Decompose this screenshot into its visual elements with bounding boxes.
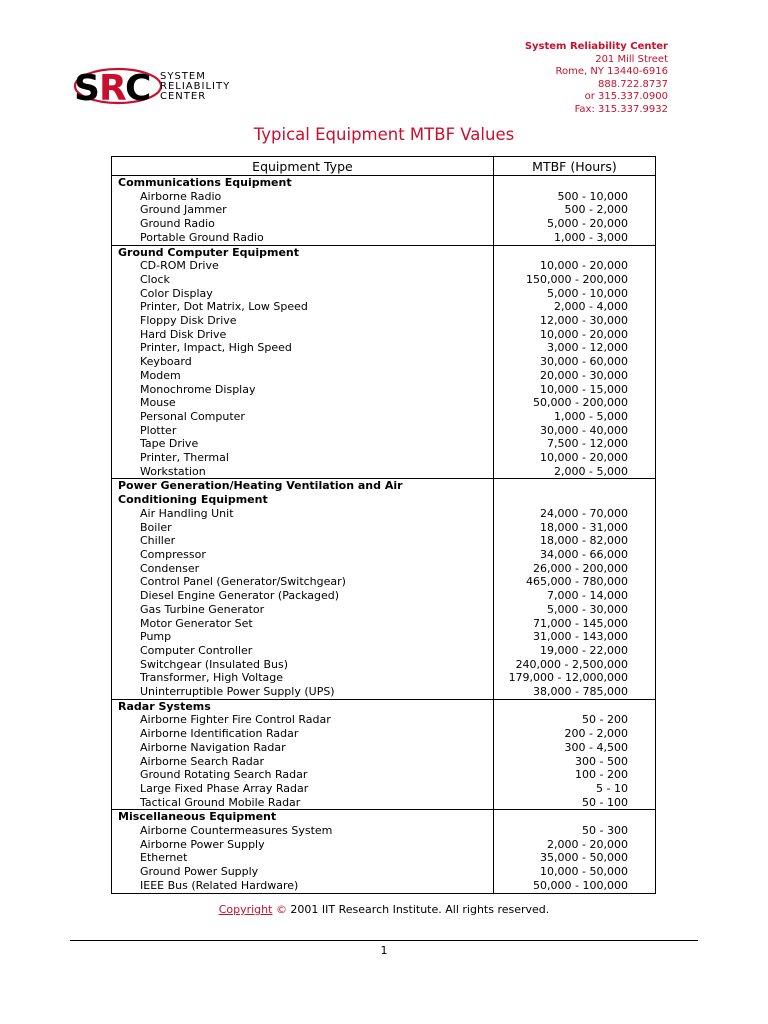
table-row <box>112 451 656 465</box>
table-row <box>112 630 656 644</box>
mtbf-value-cell: 300 - 4,500 <box>493 741 655 755</box>
src-logo-mark <box>72 62 162 112</box>
src-logo <box>72 62 232 112</box>
mtbf-value-cell: 50 - 300 <box>493 824 655 838</box>
equipment-type-cell: Airborne Identification Radar <box>112 727 494 741</box>
mtbf-value-cell: 2,000 - 20,000 <box>493 838 655 852</box>
mtbf-value-cell: 3,000 - 12,000 <box>493 341 655 355</box>
mtbf-value-cell: 18,000 - 82,000 <box>493 534 655 548</box>
table-row <box>112 755 656 769</box>
contact-city: Rome, NY 13440-6916 <box>555 66 668 78</box>
mtbf-value-cell: 1,000 - 5,000 <box>493 410 655 424</box>
equipment-type-cell: Ethernet <box>112 851 494 865</box>
equipment-type-cell: Computer Controller <box>112 644 494 658</box>
mtbf-value-cell: 50,000 - 100,000 <box>493 879 655 893</box>
equipment-type-cell: Airborne Power Supply <box>112 838 494 852</box>
mtbf-value-cell: 10,000 - 20,000 <box>493 451 655 465</box>
mtbf-value-cell: 179,000 - 12,000,000 <box>493 671 655 685</box>
copyright-line <box>0 903 768 916</box>
mtbf-table <box>111 156 656 894</box>
contact-fax: Fax: 315.337.9932 <box>574 103 668 115</box>
mtbf-value-cell: 100 - 200 <box>493 768 655 782</box>
mtbf-value-cell: 7,000 - 14,000 <box>493 589 655 603</box>
equipment-type-cell: Diesel Engine Generator (Packaged) <box>112 589 494 603</box>
table-row <box>112 603 656 617</box>
equipment-type-cell: Ground Rotating Search Radar <box>112 768 494 782</box>
category-value-empty <box>493 810 655 824</box>
equipment-type-cell: Transformer, High Voltage <box>112 671 494 685</box>
equipment-type-cell: Mouse <box>112 396 494 410</box>
category-row <box>112 176 656 190</box>
equipment-type-cell: IEEE Bus (Related Hardware) <box>112 879 494 893</box>
table-row <box>112 410 656 424</box>
mtbf-value-cell: 5,000 - 20,000 <box>493 217 655 231</box>
category-value-empty <box>493 245 655 259</box>
contact-org: System Reliability Center <box>524 41 668 52</box>
copyright-symbol: © <box>275 903 287 916</box>
table-row <box>112 644 656 658</box>
category-row <box>112 245 656 259</box>
table-row <box>112 217 656 231</box>
copyright-text: 2001 IIT Research Institute. All rights reserved. <box>286 903 550 916</box>
mtbf-value-cell: 35,000 - 50,000 <box>493 851 655 865</box>
equipment-type-cell: Compressor <box>112 548 494 562</box>
mtbf-value-cell: 50 - 200 <box>493 713 655 727</box>
table-row <box>112 879 656 893</box>
table-row <box>112 328 656 342</box>
category-value-empty <box>493 699 655 713</box>
category-value-empty <box>493 176 655 190</box>
mtbf-value-cell: 20,000 - 30,000 <box>493 369 655 383</box>
mtbf-value-cell: 71,000 - 145,000 <box>493 617 655 631</box>
header-equipment-type: Equipment Type <box>112 157 494 176</box>
equipment-type-cell: Printer, Thermal <box>112 451 494 465</box>
equipment-type-cell: Keyboard <box>112 355 494 369</box>
equipment-type-cell: Tape Drive <box>112 437 494 451</box>
mtbf-value-cell: 26,000 - 200,000 <box>493 562 655 576</box>
table-body <box>112 176 656 894</box>
mtbf-value-cell: 50 - 100 <box>493 796 655 810</box>
table-row <box>112 369 656 383</box>
category-label: Ground Computer Equipment <box>112 245 494 259</box>
table-row <box>112 521 656 535</box>
category-label: Communications Equipment <box>112 176 494 190</box>
table-row <box>112 507 656 521</box>
table-row <box>112 300 656 314</box>
table-row <box>112 575 656 589</box>
table-row <box>112 465 656 479</box>
mtbf-value-cell: 19,000 - 22,000 <box>493 644 655 658</box>
table-row <box>112 259 656 273</box>
equipment-type-cell: Workstation <box>112 465 494 479</box>
equipment-type-cell: Modem <box>112 369 494 383</box>
equipment-type-cell: Monochrome Display <box>112 383 494 397</box>
table-row <box>112 658 656 672</box>
contact-phone-1: 888.722.8737 <box>598 78 668 90</box>
logo-line-1: SYSTEM <box>160 71 206 82</box>
equipment-type-cell: Airborne Countermeasures System <box>112 824 494 838</box>
mtbf-value-cell: 34,000 - 66,000 <box>493 548 655 562</box>
category-label: Radar Systems <box>112 699 494 713</box>
table-row <box>112 341 656 355</box>
table-row <box>112 671 656 685</box>
category-label: Power Generation/Heating Ventilation and Air <box>112 479 494 493</box>
table-row <box>112 203 656 217</box>
table-row <box>112 685 656 699</box>
equipment-type-cell: Air Handling Unit <box>112 507 494 521</box>
equipment-type-cell: Color Display <box>112 287 494 301</box>
table-row <box>112 617 656 631</box>
equipment-type-cell: Uninterruptible Power Supply (UPS) <box>112 685 494 699</box>
table-row <box>112 534 656 548</box>
equipment-type-cell: Tactical Ground Mobile Radar <box>112 796 494 810</box>
equipment-type-cell: Ground Radio <box>112 217 494 231</box>
mtbf-value-cell: 300 - 500 <box>493 755 655 769</box>
table-row <box>112 824 656 838</box>
contact-phone-2: or 315.337.0900 <box>584 91 668 103</box>
equipment-type-cell: CD-ROM Drive <box>112 259 494 273</box>
table-row <box>112 424 656 438</box>
mtbf-value-cell: 10,000 - 20,000 <box>493 328 655 342</box>
mtbf-value-cell: 10,000 - 15,000 <box>493 383 655 397</box>
category-row <box>112 493 656 507</box>
equipment-type-cell: Printer, Impact, High Speed <box>112 341 494 355</box>
mtbf-value-cell: 10,000 - 20,000 <box>493 259 655 273</box>
category-value-empty <box>493 479 655 493</box>
equipment-type-cell: Ground Jammer <box>112 203 494 217</box>
mtbf-value-cell: 5,000 - 10,000 <box>493 287 655 301</box>
table-row <box>112 190 656 204</box>
equipment-type-cell: Airborne Radio <box>112 190 494 204</box>
equipment-type-cell: Boiler <box>112 521 494 535</box>
table-row <box>112 713 656 727</box>
logo-line-3: CENTER <box>160 91 207 102</box>
equipment-type-cell: Condenser <box>112 562 494 576</box>
equipment-type-cell: Airborne Navigation Radar <box>112 741 494 755</box>
mtbf-value-cell: 12,000 - 30,000 <box>493 314 655 328</box>
equipment-type-cell: Large Fixed Phase Array Radar <box>112 782 494 796</box>
equipment-type-cell: Personal Computer <box>112 410 494 424</box>
table-row <box>112 437 656 451</box>
table-row <box>112 768 656 782</box>
mtbf-value-cell: 50,000 - 200,000 <box>493 396 655 410</box>
table-row <box>112 741 656 755</box>
equipment-type-cell: Chiller <box>112 534 494 548</box>
equipment-type-cell: Gas Turbine Generator <box>112 603 494 617</box>
mtbf-value-cell: 150,000 - 200,000 <box>493 273 655 287</box>
contact-street: 201 Mill Street <box>595 53 668 65</box>
mtbf-value-cell: 500 - 10,000 <box>493 190 655 204</box>
equipment-type-cell: Airborne Search Radar <box>112 755 494 769</box>
category-label: Miscellaneous Equipment <box>112 810 494 824</box>
equipment-type-cell: Ground Power Supply <box>112 865 494 879</box>
mtbf-value-cell: 7,500 - 12,000 <box>493 437 655 451</box>
mtbf-value-cell: 5 - 10 <box>493 782 655 796</box>
equipment-type-cell: Portable Ground Radio <box>112 231 494 245</box>
table-row <box>112 589 656 603</box>
page-title: Typical Equipment MTBF Values <box>253 125 515 144</box>
page-number: 1 <box>380 944 388 957</box>
mtbf-value-cell: 465,000 - 780,000 <box>493 575 655 589</box>
logo-initial-c: C <box>125 68 152 109</box>
mtbf-value-cell: 10,000 - 50,000 <box>493 865 655 879</box>
category-value-empty <box>493 493 655 507</box>
table-row <box>112 548 656 562</box>
table-row <box>112 865 656 879</box>
logo-wordmark <box>160 72 230 102</box>
copyright-link[interactable]: Copyright <box>218 903 273 916</box>
mtbf-value-cell: 30,000 - 40,000 <box>493 424 655 438</box>
mtbf-value-cell: 30,000 - 60,000 <box>493 355 655 369</box>
table-row <box>112 727 656 741</box>
mtbf-value-cell: 38,000 - 785,000 <box>493 685 655 699</box>
logo-initial-r: R <box>99 68 127 109</box>
table-row <box>112 383 656 397</box>
equipment-type-cell: Hard Disk Drive <box>112 328 494 342</box>
table-row <box>112 314 656 328</box>
mtbf-value-cell: 2,000 - 4,000 <box>493 300 655 314</box>
equipment-type-cell: Pump <box>112 630 494 644</box>
equipment-type-cell: Printer, Dot Matrix, Low Speed <box>112 300 494 314</box>
equipment-type-cell: Floppy Disk Drive <box>112 314 494 328</box>
equipment-type-cell: Clock <box>112 273 494 287</box>
logo-line-2: RELIABILITY <box>160 81 231 92</box>
category-row <box>112 479 656 493</box>
table-row <box>112 562 656 576</box>
table-row <box>112 851 656 865</box>
table-row <box>112 796 656 810</box>
table-row <box>112 231 656 245</box>
contact-block <box>428 41 668 117</box>
mtbf-value-cell: 2,000 - 5,000 <box>493 465 655 479</box>
footer-divider <box>70 940 698 941</box>
category-row <box>112 699 656 713</box>
mtbf-value-cell: 200 - 2,000 <box>493 727 655 741</box>
equipment-type-cell: Motor Generator Set <box>112 617 494 631</box>
table-header-row <box>112 157 656 176</box>
table-row <box>112 273 656 287</box>
table-row <box>112 782 656 796</box>
equipment-type-cell: Control Panel (Generator/Switchgear) <box>112 575 494 589</box>
category-row <box>112 810 656 824</box>
table-row <box>112 396 656 410</box>
mtbf-value-cell: 1,000 - 3,000 <box>493 231 655 245</box>
mtbf-value-cell: 500 - 2,000 <box>493 203 655 217</box>
category-label: Conditioning Equipment <box>112 493 494 507</box>
mtbf-value-cell: 31,000 - 143,000 <box>493 630 655 644</box>
table-row <box>112 355 656 369</box>
equipment-type-cell: Switchgear (Insulated Bus) <box>112 658 494 672</box>
logo-initial-s: S <box>74 68 100 109</box>
table-row <box>112 838 656 852</box>
mtbf-value-cell: 18,000 - 31,000 <box>493 521 655 535</box>
mtbf-value-cell: 5,000 - 30,000 <box>493 603 655 617</box>
equipment-type-cell: Plotter <box>112 424 494 438</box>
table-row <box>112 287 656 301</box>
equipment-type-cell: Airborne Fighter Fire Control Radar <box>112 713 494 727</box>
mtbf-value-cell: 24,000 - 70,000 <box>493 507 655 521</box>
header-mtbf-hours: MTBF (Hours) <box>493 157 655 176</box>
mtbf-value-cell: 240,000 - 2,500,000 <box>493 658 655 672</box>
